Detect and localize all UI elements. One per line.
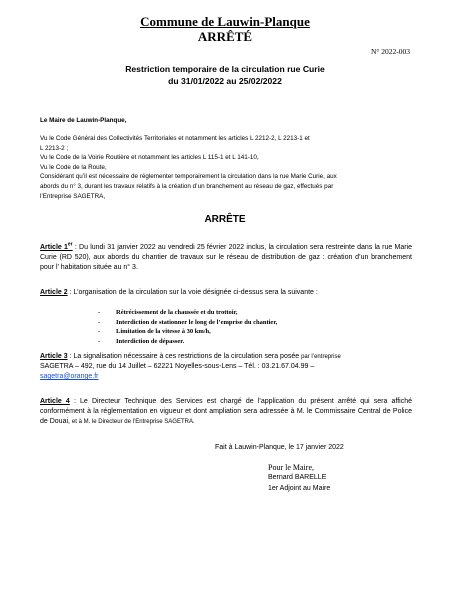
- list-item-text: Rétrécissement de la chaussée et du trottoir,: [116, 309, 238, 316]
- list-item: - Rétrécissement de la chaussée et du trottoir,: [98, 309, 238, 316]
- article-2-text: : L’organisation de la circulation sur la voie désignée ci-dessus sera la suivante :: [67, 289, 318, 296]
- article-3-line-1: [40, 352, 412, 362]
- article-3-text: : La signalisation nécessaire à ces restrictions de la circulation sera posée: [67, 353, 302, 360]
- place-date-line: Fait à Lauwin-Planque, le 17 janvier 2022: [215, 444, 344, 451]
- vu-line: L 2213-2 ;: [40, 144, 69, 152]
- list-item: - Interdiction de dépasser.: [98, 337, 185, 345]
- maire-line: Le Maire de Lauwin-Planque,: [40, 117, 127, 124]
- vus-block: [40, 134, 412, 201]
- arrete-number: N° 2022-003: [370, 47, 410, 56]
- email-link[interactable]: sagetra@orange.fr: [40, 373, 99, 381]
- vu-line: l’Entreprise SAGETRA,: [40, 192, 106, 200]
- article-2-label: Article 2: [40, 289, 68, 296]
- signature-block: [268, 463, 330, 494]
- article-3-line-2: SAGETRA – 492, rue du 14 Juillet – 62221 Noyelles-sous-Lens – Tél. : 03.21.67.04.99 –: [40, 363, 315, 371]
- list-item: - Limitation de la vitesse à 30 km/h,: [98, 328, 211, 336]
- vu-line: Vu le Code Général des Collectivités Territoriales et notamment les articles L 2212-2, L 2213-1 et: [40, 135, 310, 142]
- article-3-small: par l’entreprise: [301, 354, 341, 360]
- subject-line-1: Restriction temporaire de la circulation rue Curie: [125, 64, 325, 74]
- article-4: [40, 397, 412, 428]
- article-4-text: : Le Directeur Technique des Services est chargé de l’application du présent arrêté qui sera affiché conformément à la réglementation en vigueur et dont ampliation sera adressée à M. le Commissaire Central de Police de Douai,: [40, 398, 412, 426]
- list-item-text: Interdiction de dépasser.: [116, 337, 185, 345]
- article-1-sup: er: [67, 241, 73, 248]
- signature-role: 1er Adjoint au Maire: [268, 484, 331, 492]
- article-2: [40, 288, 412, 298]
- signature-name: Bernard BARELLE: [268, 474, 327, 482]
- document-subject: [0, 63, 450, 87]
- arrete-heading: ARRÊTÉ: [197, 29, 253, 44]
- article-1-label: [40, 241, 73, 251]
- article-3: [40, 352, 412, 383]
- list-item-text: Limitation de la vitesse à 30 km/h,: [116, 328, 211, 336]
- signature-pour: Pour le Maire,: [268, 463, 314, 472]
- subject-line-2: du 31/01/2022 au 25/02/2022: [168, 76, 282, 86]
- vu-line: Vu le Code de la Voirie Routière et notamment les articles L 115-1 et L 141-10,: [40, 154, 259, 162]
- article-3-label: Article 3: [40, 353, 68, 360]
- vu-line: Considérant qu’il est nécessaire de réglementer temporairement la circulation dans la rue Marie Curie, aux: [40, 173, 337, 181]
- article-1-text: : Du lundi 31 janvier 2022 au vendredi 25 février 2022 inclus, la circulation sera restreinte dans la rue Marie Curie (RD 520), aux abords du chantier de travaux sur le réseau de distribution de gaz : création d’un branchement pour l’ habitation située au n° 3.: [40, 244, 412, 272]
- vu-line: abords du n° 3, durant les travaux relatifs à la création d’un branchement au réseau de gaz, effectués par: [40, 182, 334, 190]
- list-item: - Interdiction de stationner le long de l’emprise du chantier,: [98, 318, 278, 326]
- restrictions-list: [98, 308, 418, 346]
- commune-title: Commune de Lauwin-Planque: [140, 14, 310, 29]
- article-1-label-text: Article 1: [40, 244, 68, 251]
- arrete-section-heading: ARRÊTE: [204, 214, 246, 225]
- article-4-small: et à M. le Directeur de l’Entreprise SAGETRA.: [71, 419, 195, 426]
- list-item-text: Interdiction de stationner le long de l’emprise du chantier,: [116, 318, 278, 326]
- article-1: [40, 243, 412, 274]
- vu-line: Vu le Code de la Route,: [40, 163, 107, 171]
- article-4-label: Article 4: [40, 398, 70, 405]
